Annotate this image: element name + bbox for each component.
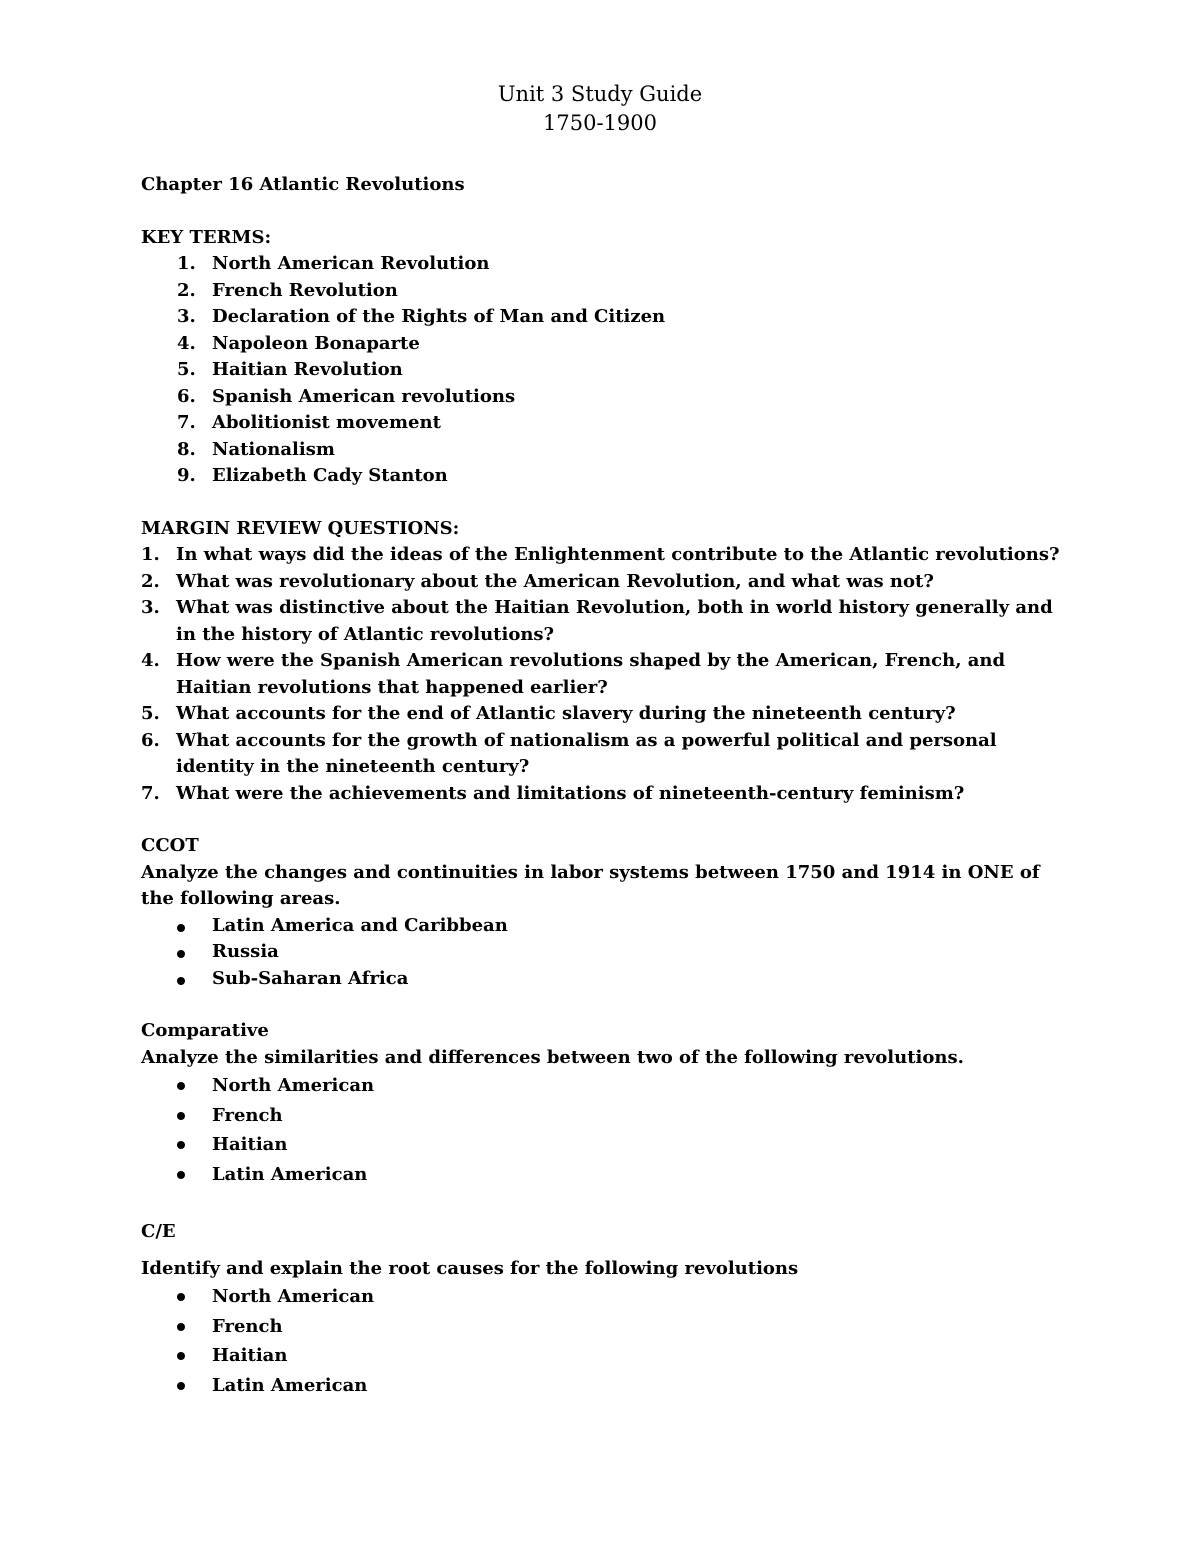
list-item: Haitian (141, 1130, 1071, 1160)
bullet-icon (177, 950, 185, 958)
cause-effect-list (141, 1282, 1071, 1400)
comparative-heading: Comparative (141, 1020, 269, 1041)
list-item: French (141, 1312, 1071, 1342)
cause-effect-prompt: Identify and explain the root causes for the following revolutions (141, 1257, 799, 1279)
bullet-icon (177, 1112, 185, 1120)
list-item: 5. Haitian Revolution (177, 359, 403, 380)
bullet-icon (177, 1323, 185, 1331)
list-item: 2. French Revolution (177, 279, 398, 301)
list-item: 6. Spanish American revolutions (177, 385, 516, 407)
list-item: 8. Nationalism (177, 438, 335, 460)
key-terms-heading: KEY TERMS: (141, 226, 272, 248)
key-terms-list (141, 251, 1071, 490)
list-item: Haitian (141, 1341, 1071, 1371)
bullet-icon (177, 1141, 185, 1149)
list-item: 4. Napoleon Bonaparte (177, 332, 420, 354)
ccot-heading: CCOT (141, 835, 199, 856)
list-item: 3. What was distinctive about the Haitian Revolution, both in world history generally and in the history of Atlantic revolutions? (141, 597, 1053, 645)
cause-effect-heading: C/E (141, 1221, 176, 1242)
document-content (141, 80, 1071, 1400)
document-title: Unit 3 Study Guide (497, 82, 703, 106)
document-subtitle: 1750-1900 (543, 111, 657, 135)
list-item: 4. How were the Spanish American revolutions shaped by the American, French, and Haitian revolutions that happened earlier? (141, 650, 1006, 698)
comparative-prompt: Analyze the similarities and differences between two of the following revolutions. (141, 1046, 964, 1068)
bullet-icon (177, 977, 185, 985)
list-item: Russia (141, 939, 1071, 966)
margin-review-heading: MARGIN REVIEW QUESTIONS: (141, 517, 460, 539)
list-item: 7. What were the achievements and limitations of nineteenth-century feminism? (141, 782, 965, 804)
list-item: Latin American (141, 1160, 1071, 1190)
list-item: French (141, 1101, 1071, 1131)
bullet-icon (177, 1293, 185, 1301)
bullet-icon (177, 1352, 185, 1360)
list-item: North American (141, 1071, 1071, 1101)
ccot-prompt: Analyze the changes and continuities in labor systems between 1750 and 1914 in ONE of the following areas. (141, 861, 1040, 909)
list-item: 3. Declaration of the Rights of Man and Citizen (177, 306, 666, 327)
list-item: 6. What accounts for the growth of nationalism as a powerful political and personal identity in the nineteenth century? (141, 729, 997, 777)
margin-review-list (141, 542, 1071, 807)
list-item: 1. North American Revolution (177, 253, 490, 274)
list-item: North American (141, 1282, 1071, 1312)
bullet-icon (177, 924, 185, 932)
list-item: 7. Abolitionist movement (177, 412, 441, 433)
bullet-icon (177, 1171, 185, 1179)
bullet-icon (177, 1082, 185, 1090)
chapter-heading: Chapter 16 Atlantic Revolutions (141, 174, 465, 195)
list-item: 1. In what ways did the ideas of the Enlightenment contribute to the Atlantic revolutions? (141, 544, 1060, 565)
list-item: 2. What was revolutionary about the American Revolution, and what was not? (141, 570, 934, 592)
list-item: Sub-Saharan Africa (141, 966, 1071, 993)
comparative-list (141, 1071, 1071, 1189)
bullet-icon (177, 1382, 185, 1390)
list-item: Latin American (141, 1371, 1071, 1401)
title-block (0, 80, 1200, 138)
ccot-list (141, 913, 1071, 993)
list-item: 9. Elizabeth Cady Stanton (177, 465, 448, 486)
list-item: 5. What accounts for the end of Atlantic slavery during the nineteenth century? (141, 703, 956, 724)
list-item: Latin America and Caribbean (141, 913, 1071, 940)
